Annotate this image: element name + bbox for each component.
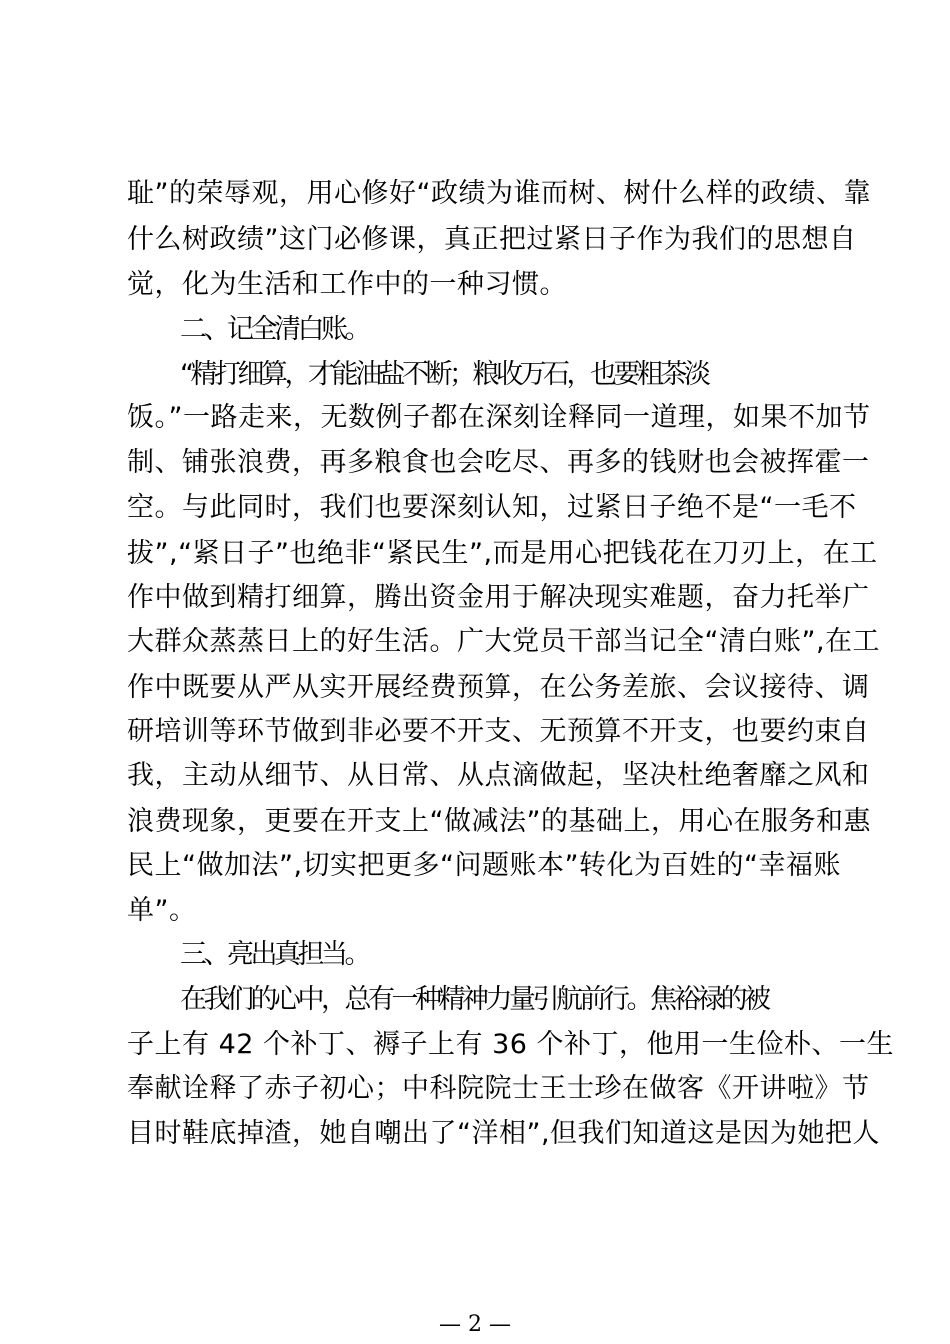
- text-line: 大群众蒸蒸日上的好生活。广大党员干部当记全“清白账”,在工: [127, 626, 881, 657]
- text-line: 浪费现象，更要在开支上“做减法”的基础上，用心在服务和惠: [127, 806, 871, 837]
- section-heading: 二、记全清白账。: [180, 314, 368, 345]
- text-line: 奉献诠释了赤子初心；中科院院士王士珍在做客《开讲啦》节: [127, 1073, 870, 1104]
- text-line: 空。与此同时，我们也要深刻认知，过紧日子绝不是“一毛不: [127, 492, 857, 523]
- text-line: 在我们的心中，总有一种精神力量引航前行。焦裕禄的被: [180, 984, 768, 1015]
- text-line: 民上“做加法”,切实把更多“问题账本”转化为百姓的“幸福账: [127, 850, 842, 881]
- text-line: 什么树政绩”这门必修课，真正把过紧日子作为我们的思想自: [127, 224, 857, 255]
- text-line: 目时鞋底掉渣，她自嘲出了“洋相”,但我们知道这是因为她把人: [127, 1118, 881, 1149]
- text-line: 作中做到精打细算，腾出资金用于解决现实难题，奋力托举广: [127, 582, 870, 613]
- text-line: 制、铺张浪费，再多粮食也会吃尽、再多的钱财也会被挥霍一: [127, 447, 870, 478]
- text-line: 研培训等环节做到非必要不开支、无预算不开支，也要约束自: [127, 716, 870, 747]
- text-line: 单”。: [127, 895, 197, 926]
- text-line: 作中既要从严从实开展经费预算，在公务差旅、会议接待、调: [127, 672, 870, 703]
- text-line: 我，主动从细节、从日常、从点滴做起，坚决杜绝奢靡之风和: [127, 760, 870, 791]
- text-line: “精打细算，才能油盐不断；粮收万石，也要粗茶淡: [180, 359, 708, 390]
- text-line: 子上有 42 个补丁、褥子上有 36 个补丁，他用一生俭朴、一生: [127, 1029, 895, 1060]
- page-number: — 2 —: [439, 1312, 511, 1337]
- text-line: 拔”,“紧日子”也绝非“紧民生”,而是用心把钱花在刀刃上，在工: [127, 538, 878, 569]
- text-line: 饭。”一路走来，无数例子都在深刻诠释同一道理，如果不加节: [127, 402, 871, 433]
- section-heading: 三、亮出真担当。: [180, 939, 368, 970]
- text-line: 觉，化为生活和工作中的一种习惯。: [127, 269, 567, 300]
- text-line: 耻”的荣辱观，用心修好“政绩为谁而树、树什么样的政绩、靠: [127, 178, 871, 209]
